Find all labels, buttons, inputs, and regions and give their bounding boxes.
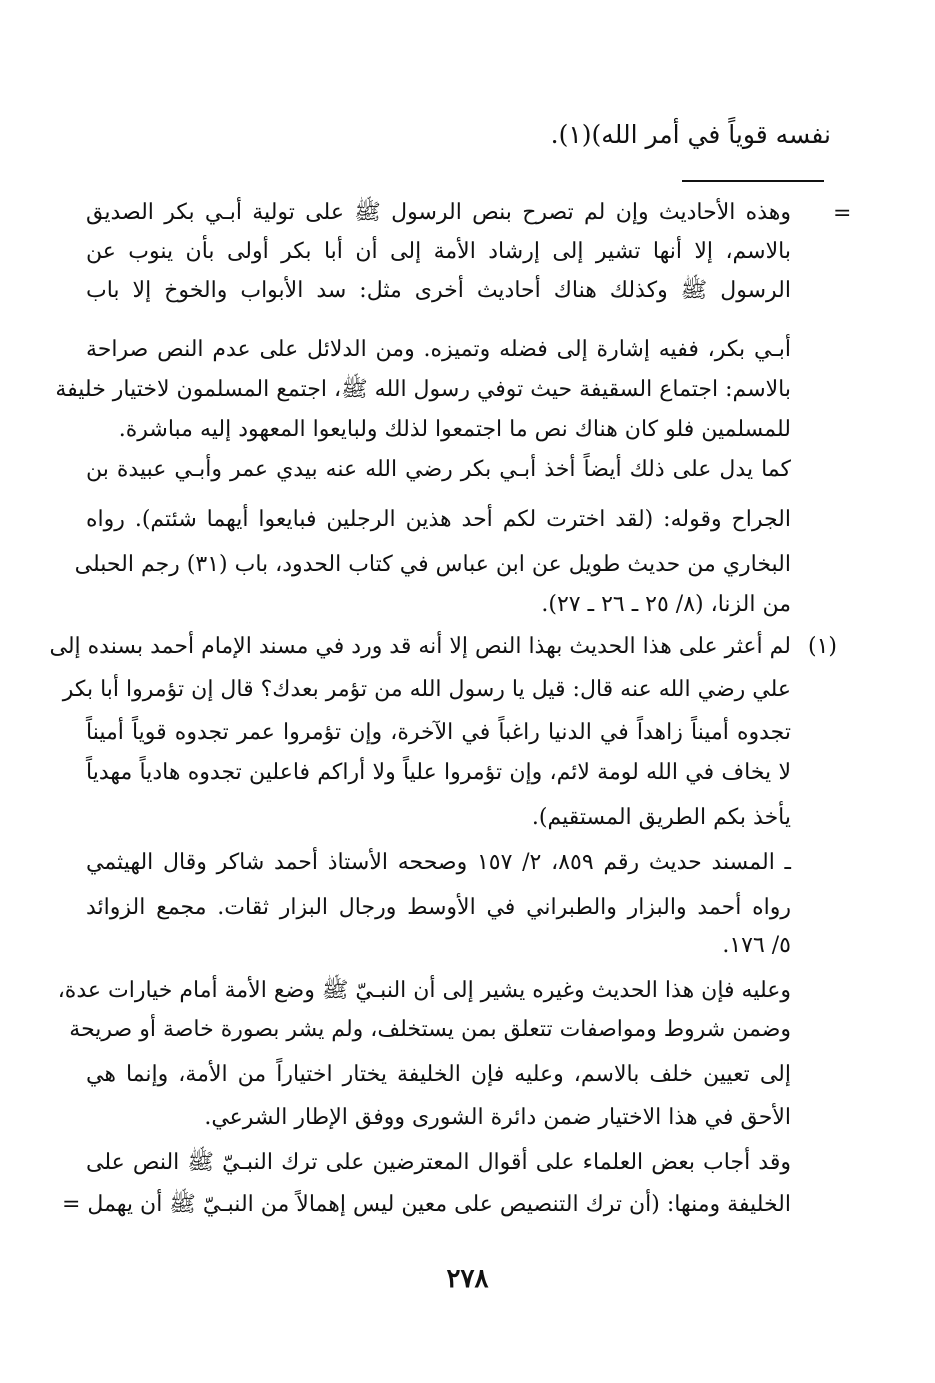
footnote-line: الأحق في هذا الاختيار ضمن دائرة الشورى ووفق الإطار الشرعي. xyxy=(204,1105,791,1130)
footnote-line: تجدوه أميناً زاهداً في الدنيا راغباً في الآخرة، وإن تؤمروا عمر تجدوه قوياً أميناً xyxy=(86,720,791,745)
footnote-line: ٥/ ١٧٦. xyxy=(722,933,791,958)
footnote-line: وعليه فإن هذا الحديث وغيره يشير إلى أن النبـيّ ﷺ وضع الأمة أمام خيارات عدة، xyxy=(57,978,791,1003)
footnote-line: لا يخاف في الله لومة لائم، وإن تؤمروا علياً ولا أراكم فاعلين تجدوه هادياً مهدياً xyxy=(86,760,791,785)
footnote-line: الجراح وقوله: (لقد اخترت لكم أحد هذين الرجلين فبايعوا أيهما شئتم). رواه xyxy=(86,507,791,532)
footnote-line: علي رضي الله عنه قال: قيل يا رسول الله من تؤمر بعدك؟ قال إن تؤمروا أبا بكر xyxy=(62,677,791,702)
footnote-line: أبـي بكر، ففيه إشارة إلى فضله وتميزه. ومن الدلائل على عدم النص صراحة xyxy=(86,337,791,362)
top-text-line: نفسه قوياً في أمر الله)(١). xyxy=(550,120,831,149)
footnote-line: من الزنا، (٨/ ٢٥ ـ ٢٦ ـ ٢٧). xyxy=(541,592,791,617)
footnote-line: بالاسم: اجتماع السقيفة حيث توفي رسول الله ﷺ، اجتمع المسلمون لاختيار خليفة xyxy=(55,377,791,402)
footnote-line: البخاري من حديث طويل عن ابن عباس في كتاب الحدود، باب (٣١) رجم الحبلى xyxy=(74,552,791,577)
footnote-line: ـ المسند حديث رقم ٨٥٩، ٢/ ١٥٧ وصححه الأستاذ أحمد شاكر وقال الهيثمي xyxy=(86,850,791,875)
footnote-line: الرسول ﷺ وكذلك هناك أحاديث أخرى مثل: سد الأبواب والخوخ إلا باب xyxy=(86,278,791,303)
footnote-line: لم أعثر على هذا الحديث بهذا النص إلا أنه قد ورد في مسند الإمام أحمد بسنده إلى xyxy=(49,634,791,659)
footnote-line: الخليفة ومنها: (أن ترك التنصيص على معين ليس إهمالاً من النبـيّ ﷺ أن يهمل = xyxy=(61,1192,791,1217)
footnote-line: بالاسم، إلا أنها تشير إلى إرشاد الأمة إلى أن أبا بكر أولى بأن ينوب عن xyxy=(86,239,791,264)
footnote-line: للمسلمين فلو كان هناك نص ما اجتمعوا لذلك ولبايعوا المعهود إليه مباشرة. xyxy=(118,417,791,442)
footnote-line: وضمن شروط ومواصفات تتعلق بمن يستخلف، ولم يشر بصورة خاصة أو صريحة xyxy=(69,1017,791,1042)
footnote-line: رواه أحمد والبزار والطبراني في الأوسط ورجال البزار ثقات. مجمع الزوائد xyxy=(86,895,791,920)
footnote-line: وقد أجاب بعض العلماء على أقوال المعترضين على ترك النبـيّ ﷺ النص على xyxy=(86,1150,791,1175)
footnote-separator xyxy=(682,180,824,182)
footnote-line: إلى تعيين خلف بالاسم، وعليه فإن الخليفة يختار اختياراً من الأمة، وإنما هي xyxy=(86,1062,791,1087)
page-number: ٢٧٨ xyxy=(446,1264,489,1294)
footnote-line: وهذه الأحاديث وإن لم تصرح بنص الرسول ﷺ على تولية أبـي بكر الصديق xyxy=(86,200,791,225)
footnote-line: كما يدل على ذلك أيضاً أخذ أبـي بكر رضي الله عنه بيدي عمر وأبـي عبيدة بن xyxy=(86,457,791,482)
footnote-line: يأخذ بكم الطريق المستقيم). xyxy=(531,805,791,830)
footnote-number: (١) xyxy=(807,634,837,659)
continuation-marker: = xyxy=(833,201,852,226)
